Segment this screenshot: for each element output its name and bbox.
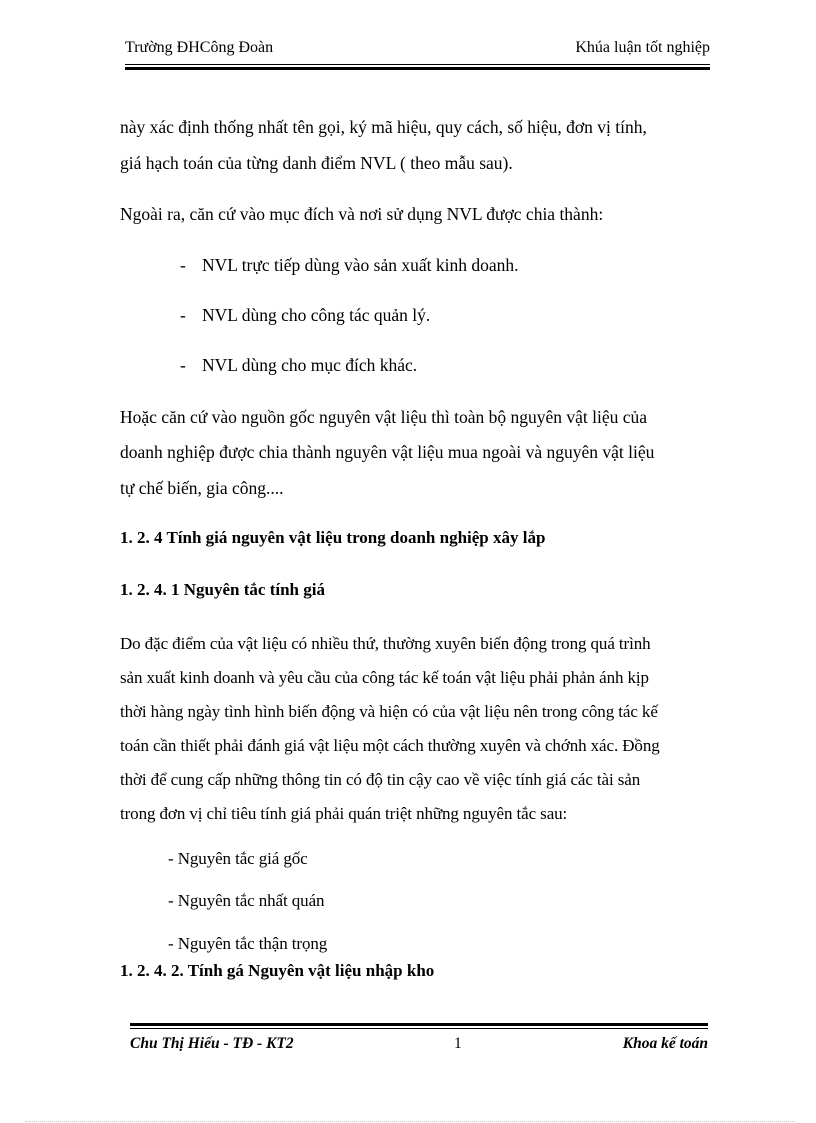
footer-rule-thick [130, 1023, 708, 1026]
bullet-a-1-text: NVL trực tiếp dùng vào sản xuất kinh doanh. [202, 255, 519, 275]
header-rule-thin [125, 64, 710, 65]
page-header [125, 36, 710, 64]
bullet-a-1 [180, 248, 518, 282]
bullet-a-2-text: NVL dùng cho công tác quản lý. [202, 305, 431, 325]
bullet-a-3-text: NVL dùng cho mục đích khác. [202, 355, 418, 375]
footer-rule-thin [130, 1028, 708, 1029]
bullet-b-3: - Nguyên tắc thận trọng [168, 934, 328, 953]
bullet-b-1: - Nguyên tắc giá gốc [168, 849, 308, 868]
paragraph-1-line-2: giá hạch toán của từng danh điểm NVL ( theo mẫu sau). [120, 153, 513, 173]
paragraph-2: Ngoài ra, căn cứ vào mục đích và nơi sử dụng NVL được chia thành: [120, 204, 604, 224]
section-heading-1-2-4-1: 1. 2. 4. 1 Nguyên tắc tính giá [120, 580, 325, 599]
paragraph-4-line-4: toán cần thiết phải đánh giá vật liệu một cách thường xuyên và chớnh xác. Đồng [120, 736, 660, 755]
page-bottom-edge [25, 1121, 795, 1122]
bullet-dash: - [180, 305, 186, 325]
section-heading-1-2-4-2: 1. 2. 4. 2. Tính gá Nguyên vật liệu nhập kho [120, 961, 435, 980]
bullet-a-3 [180, 348, 417, 382]
paragraph-4-line-2: sản xuất kinh doanh và yêu cầu của công tác kế toán vật liệu phải phản ánh kịp [120, 668, 649, 687]
paragraph-3-line-1: Hoặc căn cứ vào nguồn gốc nguyên vật liệu thì toàn bộ nguyên vật liệu của [120, 407, 648, 427]
header-school-name: Trường ĐHCông Đoàn [125, 39, 274, 56]
footer-author: Chu Thị Hiếu - TĐ - KT2 [130, 1035, 294, 1052]
footer-page-number: 1 [454, 1035, 462, 1052]
paragraph-1-line-1: này xác định thống nhất tên gọi, ký mã hiệu, quy cách, số hiệu, đơn vị tính, [120, 117, 647, 137]
bullet-dash: - [180, 355, 186, 375]
section-heading-1-2-4: 1. 2. 4 Tính giá nguyên vật liệu trong doanh nghiệp xây lắp [120, 528, 546, 547]
page-footer [130, 1035, 708, 1059]
paragraph-4-line-6: trong đơn vị chỉ tiêu tính giá phải quán triệt những nguyên tắc sau: [120, 804, 568, 823]
bullet-a-2 [180, 298, 430, 332]
paragraph-3-line-3: tự chế biến, gia công.... [120, 478, 284, 498]
header-thesis-title: Khúa luận tốt nghiệp [575, 39, 710, 56]
paragraph-3-line-2: doanh nghiệp được chia thành nguyên vật liệu mua ngoài và nguyên vật liệu [120, 442, 655, 462]
paragraph-4-line-1: Do đặc điểm của vật liệu có nhiều thứ, thường xuyên biến động trong quá trình [120, 634, 651, 653]
bullet-dash: - [180, 255, 186, 275]
paragraph-4-line-5: thời để cung cấp những thông tin có độ tin cậy cao về việc tính giá các tài sản [120, 770, 641, 789]
paragraph-4-line-3: thời hàng ngày tình hình biến động và hiện có của vật liệu nên trong công tác kế [120, 702, 658, 721]
header-rule-thick [125, 67, 710, 70]
footer-department: Khoa kế toán [622, 1035, 708, 1052]
bullet-b-2: - Nguyên tắc nhất quán [168, 891, 325, 910]
